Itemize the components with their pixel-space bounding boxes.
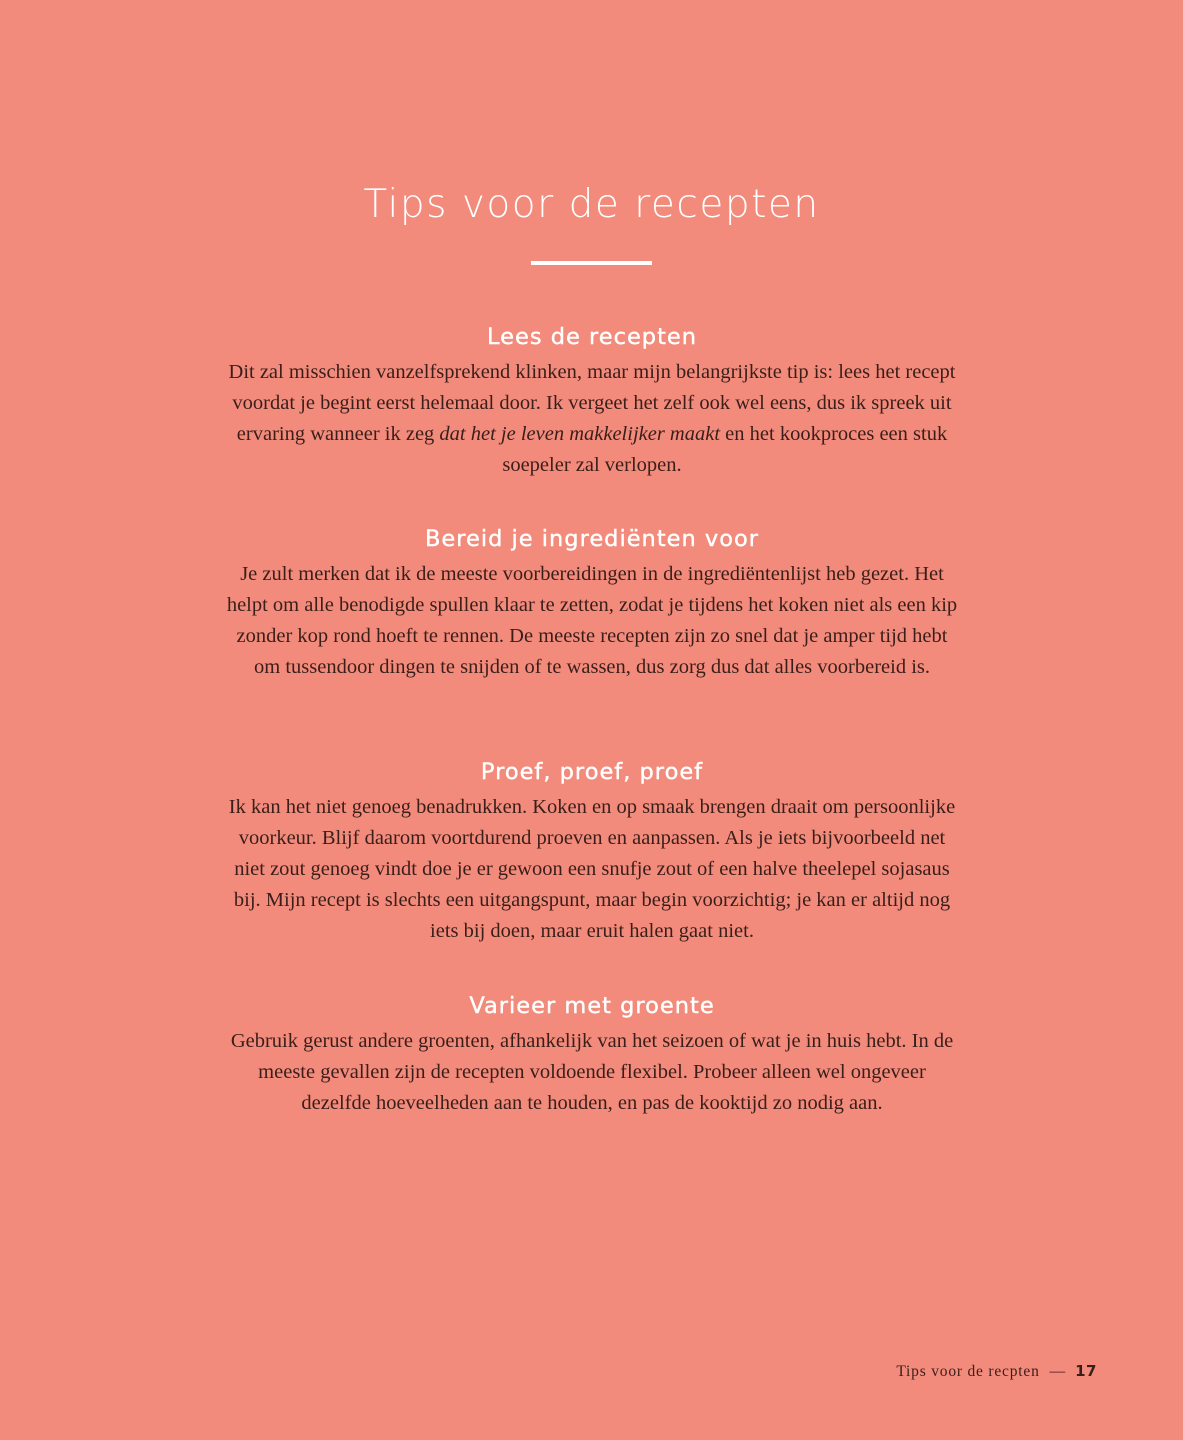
section-body <box>222 357 962 481</box>
section-varieer-met-groente <box>222 989 962 1119</box>
section-body: Je zult merken dat ik de meeste voorbereidingen in de ingrediëntenlijst heb gezet. Het helpt om alle benodigde spullen klaar te zetten, zodat je tijdens het koken niet als een kip zonder kop rond hoeft te rennen. De meeste recepten zijn zo snel dat je amper tijd hebt om tussendoor dingen te snijden of te wassen, dus zorg dus dat alles voorbereid is. <box>226 563 958 678</box>
section-lees-de-recepten <box>222 320 962 481</box>
page-footer <box>896 1362 1097 1381</box>
emphasis-text: dat het je leven makkelijker maakt <box>439 423 721 445</box>
section-body: Ik kan het niet genoeg benadrukken. Koken en op smaak brengen draait om persoonlijke voorkeur. Blijf daarom voortdurend proeven en aanpassen. Als je iets bijvoorbeeld net niet zout genoeg vindt doe je er gewoon een snufje zout of een halve theelepel sojasaus bij. Mijn recept is slechts een uitgangspunt, maar begin voorzichtig; je kan er altijd nog iets bij doen, maar eruit halen gaat niet. <box>228 796 956 942</box>
title-underline-divider <box>531 261 652 265</box>
page-title: Tips voor de recepten <box>363 182 820 227</box>
running-title: Tips voor de recpten <box>896 1363 1040 1380</box>
page-number: 17 <box>1075 1362 1097 1380</box>
footer-separator: — <box>1049 1363 1066 1380</box>
section-heading: Lees de recepten <box>487 324 697 350</box>
section-proef-proef-proef <box>222 755 962 947</box>
section-heading: Bereid je ingrediënten voor <box>424 526 759 552</box>
section-heading: Varieer met groente <box>469 993 715 1019</box>
section-heading: Proef, proef, proef <box>480 759 704 785</box>
section-body: Gebruik gerust andere groenten, afhankelijk van het seizoen of wat je in huis hebt. In de meeste gevallen zijn de recepten voldoende flexibel. Probeer alleen wel ongeveer dezelfde hoeveelheden aan te houden, en pas de kooktijd zo nodig aan. <box>230 1030 954 1114</box>
body-text: en het kookproces een stuk soepeler zal verlopen. <box>502 423 948 476</box>
section-bereid-je-ingredienten-voor <box>222 522 962 683</box>
body-text: Dit zal misschien vanzelfsprekend klinken, maar mijn belangrijkste tip is: lees het recept voordat je begint eerst helemaal door. Ik vergeet het zelf ook wel eens, dus ik spreek uit ervaring wanneer ik zeg <box>228 361 956 445</box>
